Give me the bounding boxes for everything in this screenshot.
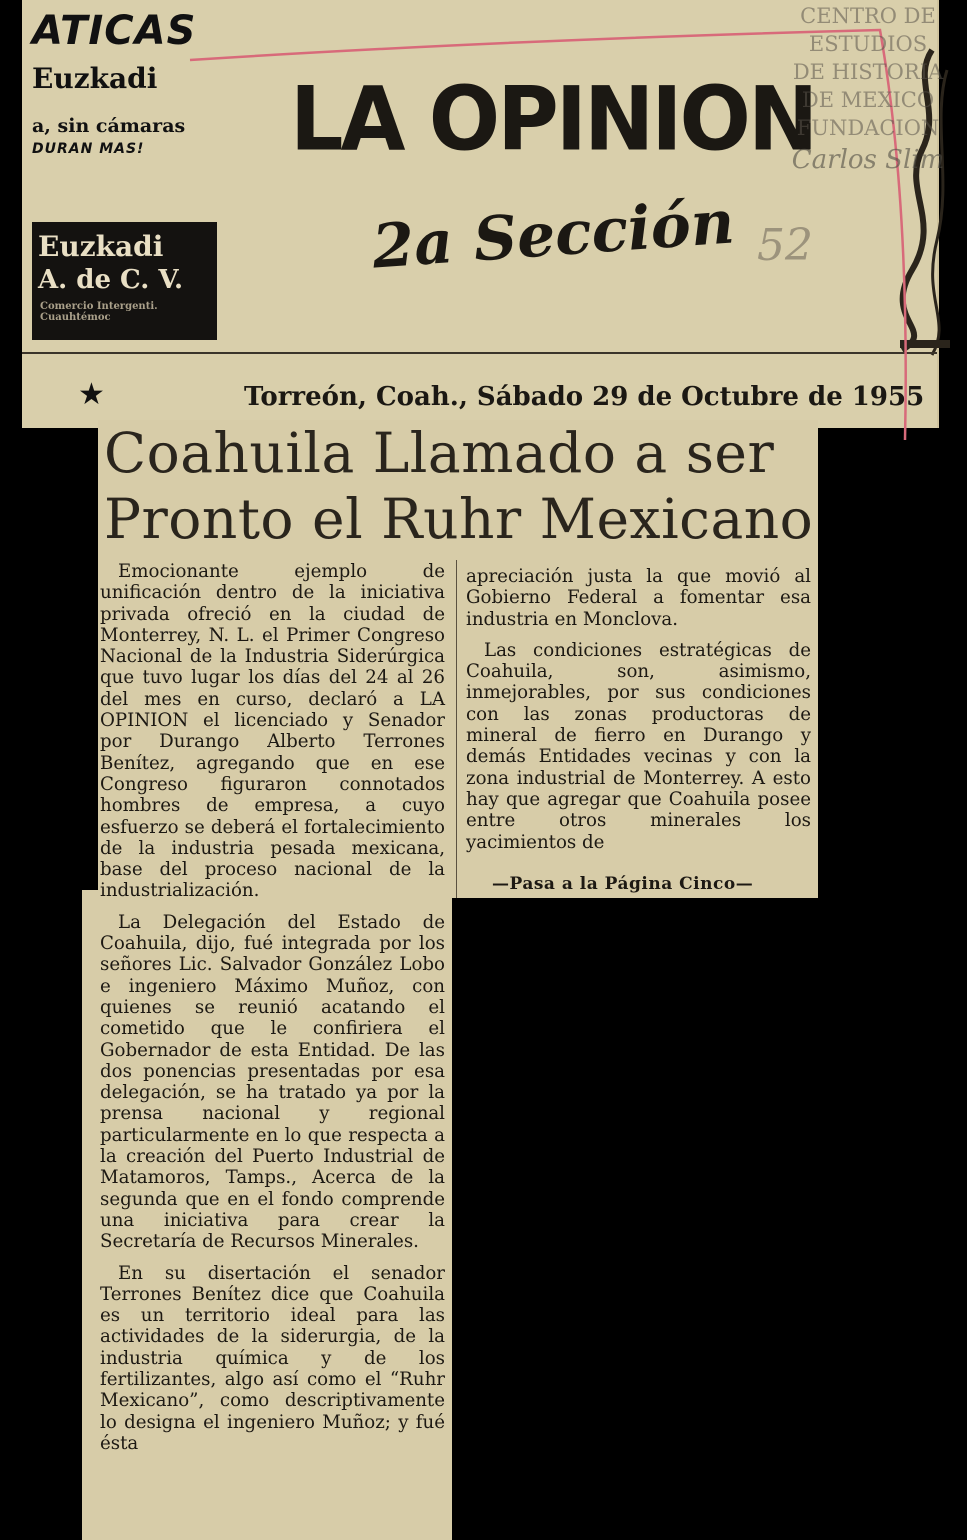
continued-on-page: —Pasa a la Página Cinco— bbox=[492, 874, 754, 894]
watermark-line: DE MEXICO bbox=[801, 88, 935, 112]
column-divider bbox=[456, 560, 457, 898]
ad-tagline: a, sin cámaras bbox=[32, 115, 186, 137]
ad-brand-fragment: ATICAS bbox=[32, 8, 197, 54]
paragraph: apreciación justa la que movió al Gobierno Federal a fomentar esa industria en Monclova. bbox=[466, 566, 811, 630]
masthead-rule bbox=[22, 352, 937, 354]
handwritten-number: 52 bbox=[757, 220, 813, 271]
headline-line: Pronto el Ruhr Mexicano bbox=[104, 487, 814, 551]
ad-small-print: Comercio Intergenti. Cuauhtémoc bbox=[40, 301, 158, 323]
watermark-signature: Carlos Slim bbox=[791, 145, 945, 175]
watermark-line: FUNDACION bbox=[796, 116, 940, 140]
watermark-line: DE HISTORIA bbox=[792, 60, 944, 84]
newspaper-title: LA OPINION bbox=[290, 67, 816, 171]
ad-company: Euzkadi bbox=[38, 230, 164, 263]
star-icon: ★ bbox=[78, 377, 105, 412]
paragraph: Las condiciones estratégicas de Coahuila, son, asimismo, inmejorables, por sus condiciones con las zonas productoras de mineral de fierro en Durango y demás Entidades vecinas y con la zona industrial de Monterrey. A esto hay que agregar que Coahuila posee entre otros minerales los yacimientos de bbox=[466, 639, 811, 853]
archive-watermark bbox=[773, 2, 963, 174]
ad-slogan: DURAN MAS! bbox=[32, 141, 145, 157]
article-column-1 bbox=[100, 561, 445, 1464]
ad-company-suffix: A. de C. V. bbox=[38, 265, 184, 295]
article-headline bbox=[104, 420, 814, 552]
section-label: 2a Sección bbox=[370, 187, 737, 283]
paragraph: Emocionante ejemplo de unificación dentro de la iniciativa privada ofreció en la ciudad de Monterrey, N. L. el Primer Congreso Nacional de la Industria Siderúrgica que tuvo lugar los días del 24 al 26 del mes en curso, declaró a LA OPINION el licenciado y Senador por Durango Alberto Terrones Benítez, agregando que en ese Congreso figuraron connotados hombres de empresa, a cuyo esfuerzo se deberá el fortalecimiento de la industria pesada mexicana, base del proceso nacional de la industrialización. bbox=[100, 561, 445, 902]
dateline: Torreón, Coah., Sábado 29 de Octubre de 1955 bbox=[244, 382, 925, 412]
article-column-2 bbox=[466, 566, 811, 863]
paragraph: La Delegación del Estado de Coahuila, dijo, fué integrada por los señores Lic. Salvador González Lobo e ingeniero Máximo Muñoz, con quienes se reunió acatando el cometido que le confiriera el Gobernador de esta Entidad. De las dos ponencias presentadas por esa delegación, se ha tratado ya por la prensa nacional y regional particularmente en lo que respecta a la creación del Puerto Industrial de Matamoros, Tamps., Acerca de la segunda que en el fondo comprende una iniciativa para crear la Secretaría de Recursos Minerales. bbox=[100, 911, 445, 1253]
watermark-line: CENTRO DE bbox=[800, 4, 936, 28]
paragraph: En su disertación el senador Terrones Benítez dice que Coahuila es un territorio ideal para las actividades de la siderurgia, de la industria química y de los fertilizantes, algo así como el “Ruhr Mexicano”, como descriptivamente lo designa el ingeniero Muñoz; y fué ésta bbox=[100, 1262, 445, 1454]
ad-company-box bbox=[32, 222, 217, 340]
euzkadi-ad bbox=[32, 0, 217, 340]
headline-line: Coahuila Llamado a ser bbox=[104, 421, 775, 485]
ad-brand: Euzkadi bbox=[32, 62, 158, 95]
watermark-line: ESTUDIOS bbox=[808, 32, 928, 56]
